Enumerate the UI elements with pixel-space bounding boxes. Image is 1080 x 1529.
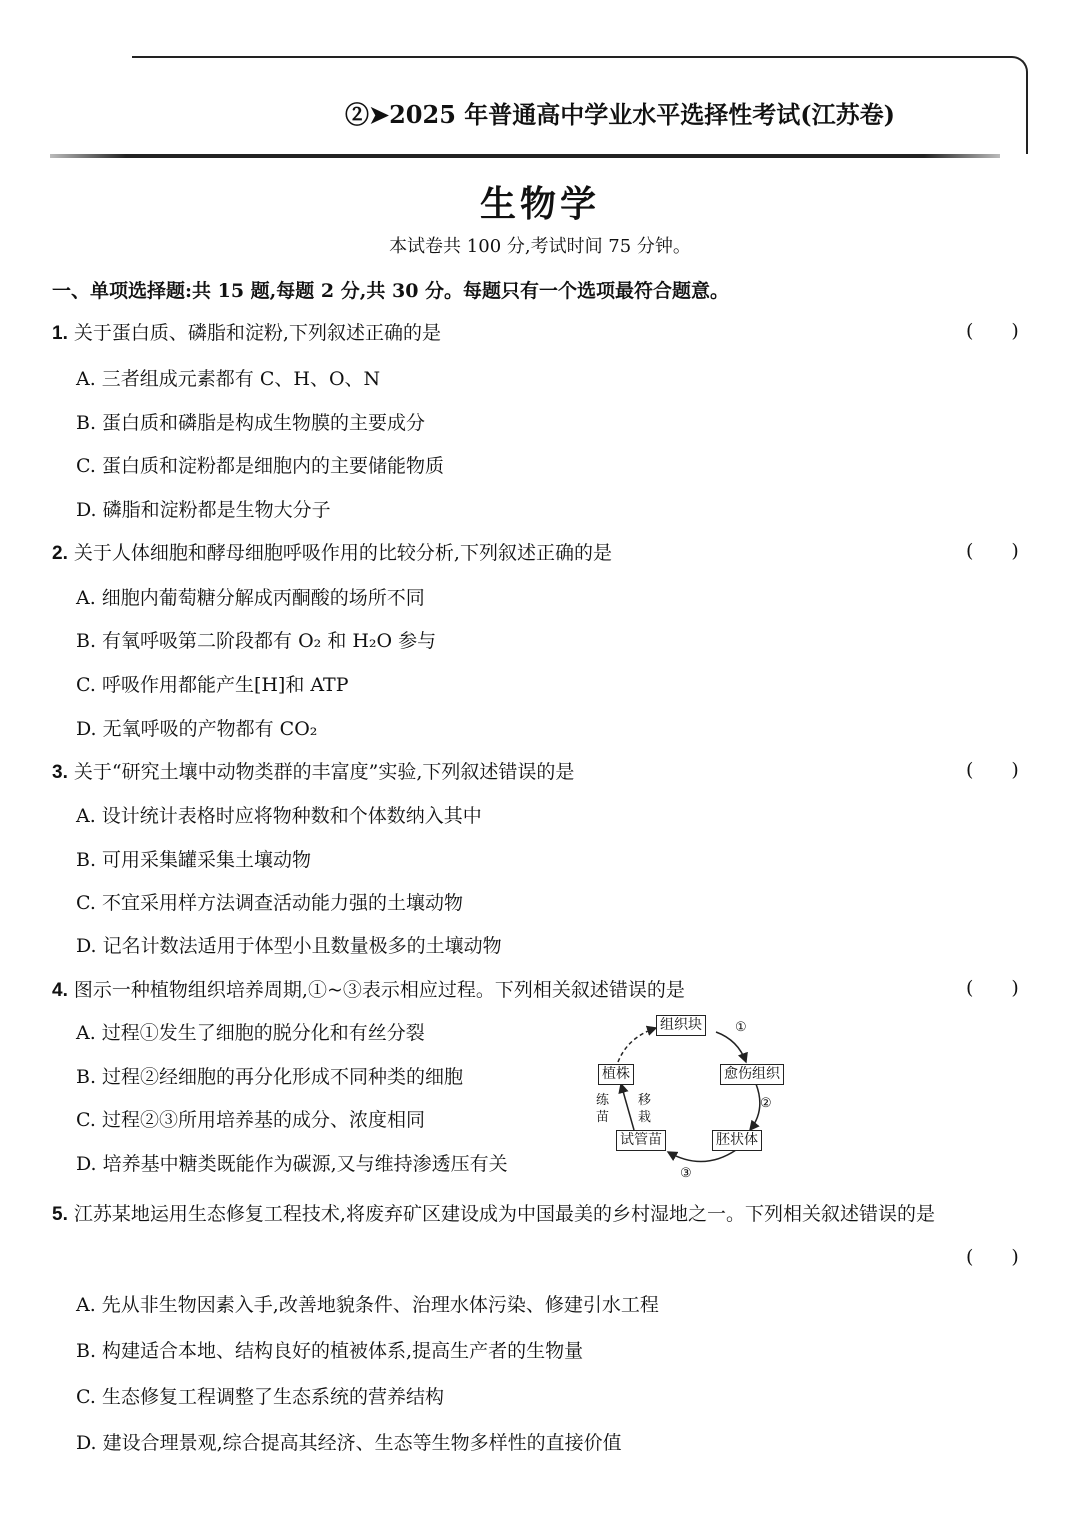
q3-option-b: B. 可用采集罐采集土壤动物	[76, 849, 312, 871]
arrow-step-1	[716, 1032, 746, 1062]
q5-option-a: A. 先从非生物因素入手,改善地貌条件、治理水体污染、修建引水工程	[76, 1294, 659, 1316]
arrow-step-2	[750, 1084, 760, 1130]
q4-option-c: C. 过程②③所用培养基的成分、浓度相同	[76, 1109, 425, 1131]
question-2-stem: 2. 关于人体细胞和酵母细胞呼吸作用的比较分析,下列叙述正确的是	[52, 542, 612, 564]
header-rule	[50, 154, 1000, 158]
arrow-icon: ➤	[369, 100, 390, 129]
section-title: 一、单项选择题:共 15 题,每题 2 分,共 30 分。每题只有一个选项最符合题意。	[52, 280, 730, 302]
exam-banner	[345, 95, 895, 130]
subject-title: 生物学	[479, 183, 600, 225]
q1-option-d: D. 磷脂和淀粉都是生物大分子	[76, 499, 331, 521]
q5-option-c: C. 生态修复工程调整了生态系统的营养结构	[76, 1386, 444, 1408]
q4-option-b: B. 过程②经细胞的再分化形成不同种类的细胞	[76, 1066, 464, 1088]
answer-blank[interactable]: ( )	[966, 1246, 1019, 1268]
label-seedling-hardening: 练苗	[596, 1093, 610, 1125]
page-mark: ②	[345, 100, 369, 129]
answer-blank[interactable]: ( )	[966, 759, 1019, 781]
q4-option-d: D. 培养基中糖类既能作为碳源,又与维持渗透压有关	[76, 1153, 508, 1175]
question-1-stem: 1. 关于蛋白质、磷脂和淀粉,下列叙述正确的是	[52, 322, 441, 344]
label-transplant: 移栽	[638, 1093, 652, 1125]
answer-blank[interactable]: ( )	[966, 977, 1019, 999]
q2-option-a: A. 细胞内葡萄糖分解成丙酮酸的场所不同	[76, 587, 425, 609]
q2-option-d: D. 无氧呼吸的产物都有 CO₂	[76, 718, 318, 740]
question-4-stem: 4. 图示一种植物组织培养周期,①~③表示相应过程。下列相关叙述错误的是	[52, 979, 685, 1001]
exam-title: 2025 年普通高中学业水平选择性考试(江苏卷)	[389, 100, 895, 129]
arrow-transplant	[621, 1084, 634, 1130]
cycle-arrows	[588, 1012, 788, 1187]
node-tissue-block: 组织块	[656, 1015, 706, 1036]
q1-option-a: A. 三者组成元素都有 C、H、O、N	[76, 368, 381, 390]
label-step-3: ③	[680, 1166, 692, 1181]
label-step-1: ①	[735, 1020, 747, 1035]
arrow-step-3	[668, 1150, 736, 1162]
node-test-tube-seedling: 试管苗	[616, 1130, 666, 1151]
question-3-stem: 3. 关于“研究土壤中动物类群的丰富度”实验,下列叙述错误的是	[52, 761, 575, 783]
header-frame-top	[132, 56, 1012, 58]
label-step-2: ②	[760, 1096, 772, 1111]
node-plant: 植株	[598, 1064, 634, 1085]
exam-info: 本试卷共 100 分,考试时间 75 分钟。	[389, 236, 691, 257]
q3-option-c: C. 不宜采用样方法调查活动能力强的土壤动物	[76, 892, 463, 914]
q4-option-a: A. 过程①发生了细胞的脱分化和有丝分裂	[76, 1022, 425, 1044]
q5-option-b: B. 构建适合本地、结构良好的植被体系,提高生产者的生物量	[76, 1340, 584, 1362]
answer-blank[interactable]: ( )	[966, 320, 1019, 342]
q3-option-a: A. 设计统计表格时应将物种数和个体数纳入其中	[76, 805, 482, 827]
q3-option-d: D. 记名计数法适用于体型小且数量极多的土壤动物	[76, 935, 502, 957]
q1-option-c: C. 蛋白质和淀粉都是细胞内的主要储能物质	[76, 455, 444, 477]
q2-option-c: C. 呼吸作用都能产生[H]和 ATP	[76, 674, 349, 696]
node-callus: 愈伤组织	[720, 1064, 784, 1085]
node-embryoid: 胚状体	[712, 1130, 762, 1151]
q5-option-d: D. 建设合理景观,综合提高其经济、生态等生物多样性的直接价值	[76, 1432, 622, 1454]
question-5-stem: 5. 江苏某地运用生态修复工程技术,将废弃矿区建设成为中国最美的乡村湿地之一。下列相关叙述错误的是	[52, 1203, 935, 1225]
q2-option-b: B. 有氧呼吸第二阶段都有 O₂ 和 H₂O 参与	[76, 630, 437, 652]
answer-blank[interactable]: ( )	[966, 540, 1019, 562]
q1-option-b: B. 蛋白质和磷脂是构成生物膜的主要成分	[76, 412, 426, 434]
tissue-culture-cycle-diagram	[588, 1012, 788, 1187]
arrow-cycle-dashed	[618, 1028, 656, 1062]
header-frame-corner	[1010, 56, 1028, 154]
